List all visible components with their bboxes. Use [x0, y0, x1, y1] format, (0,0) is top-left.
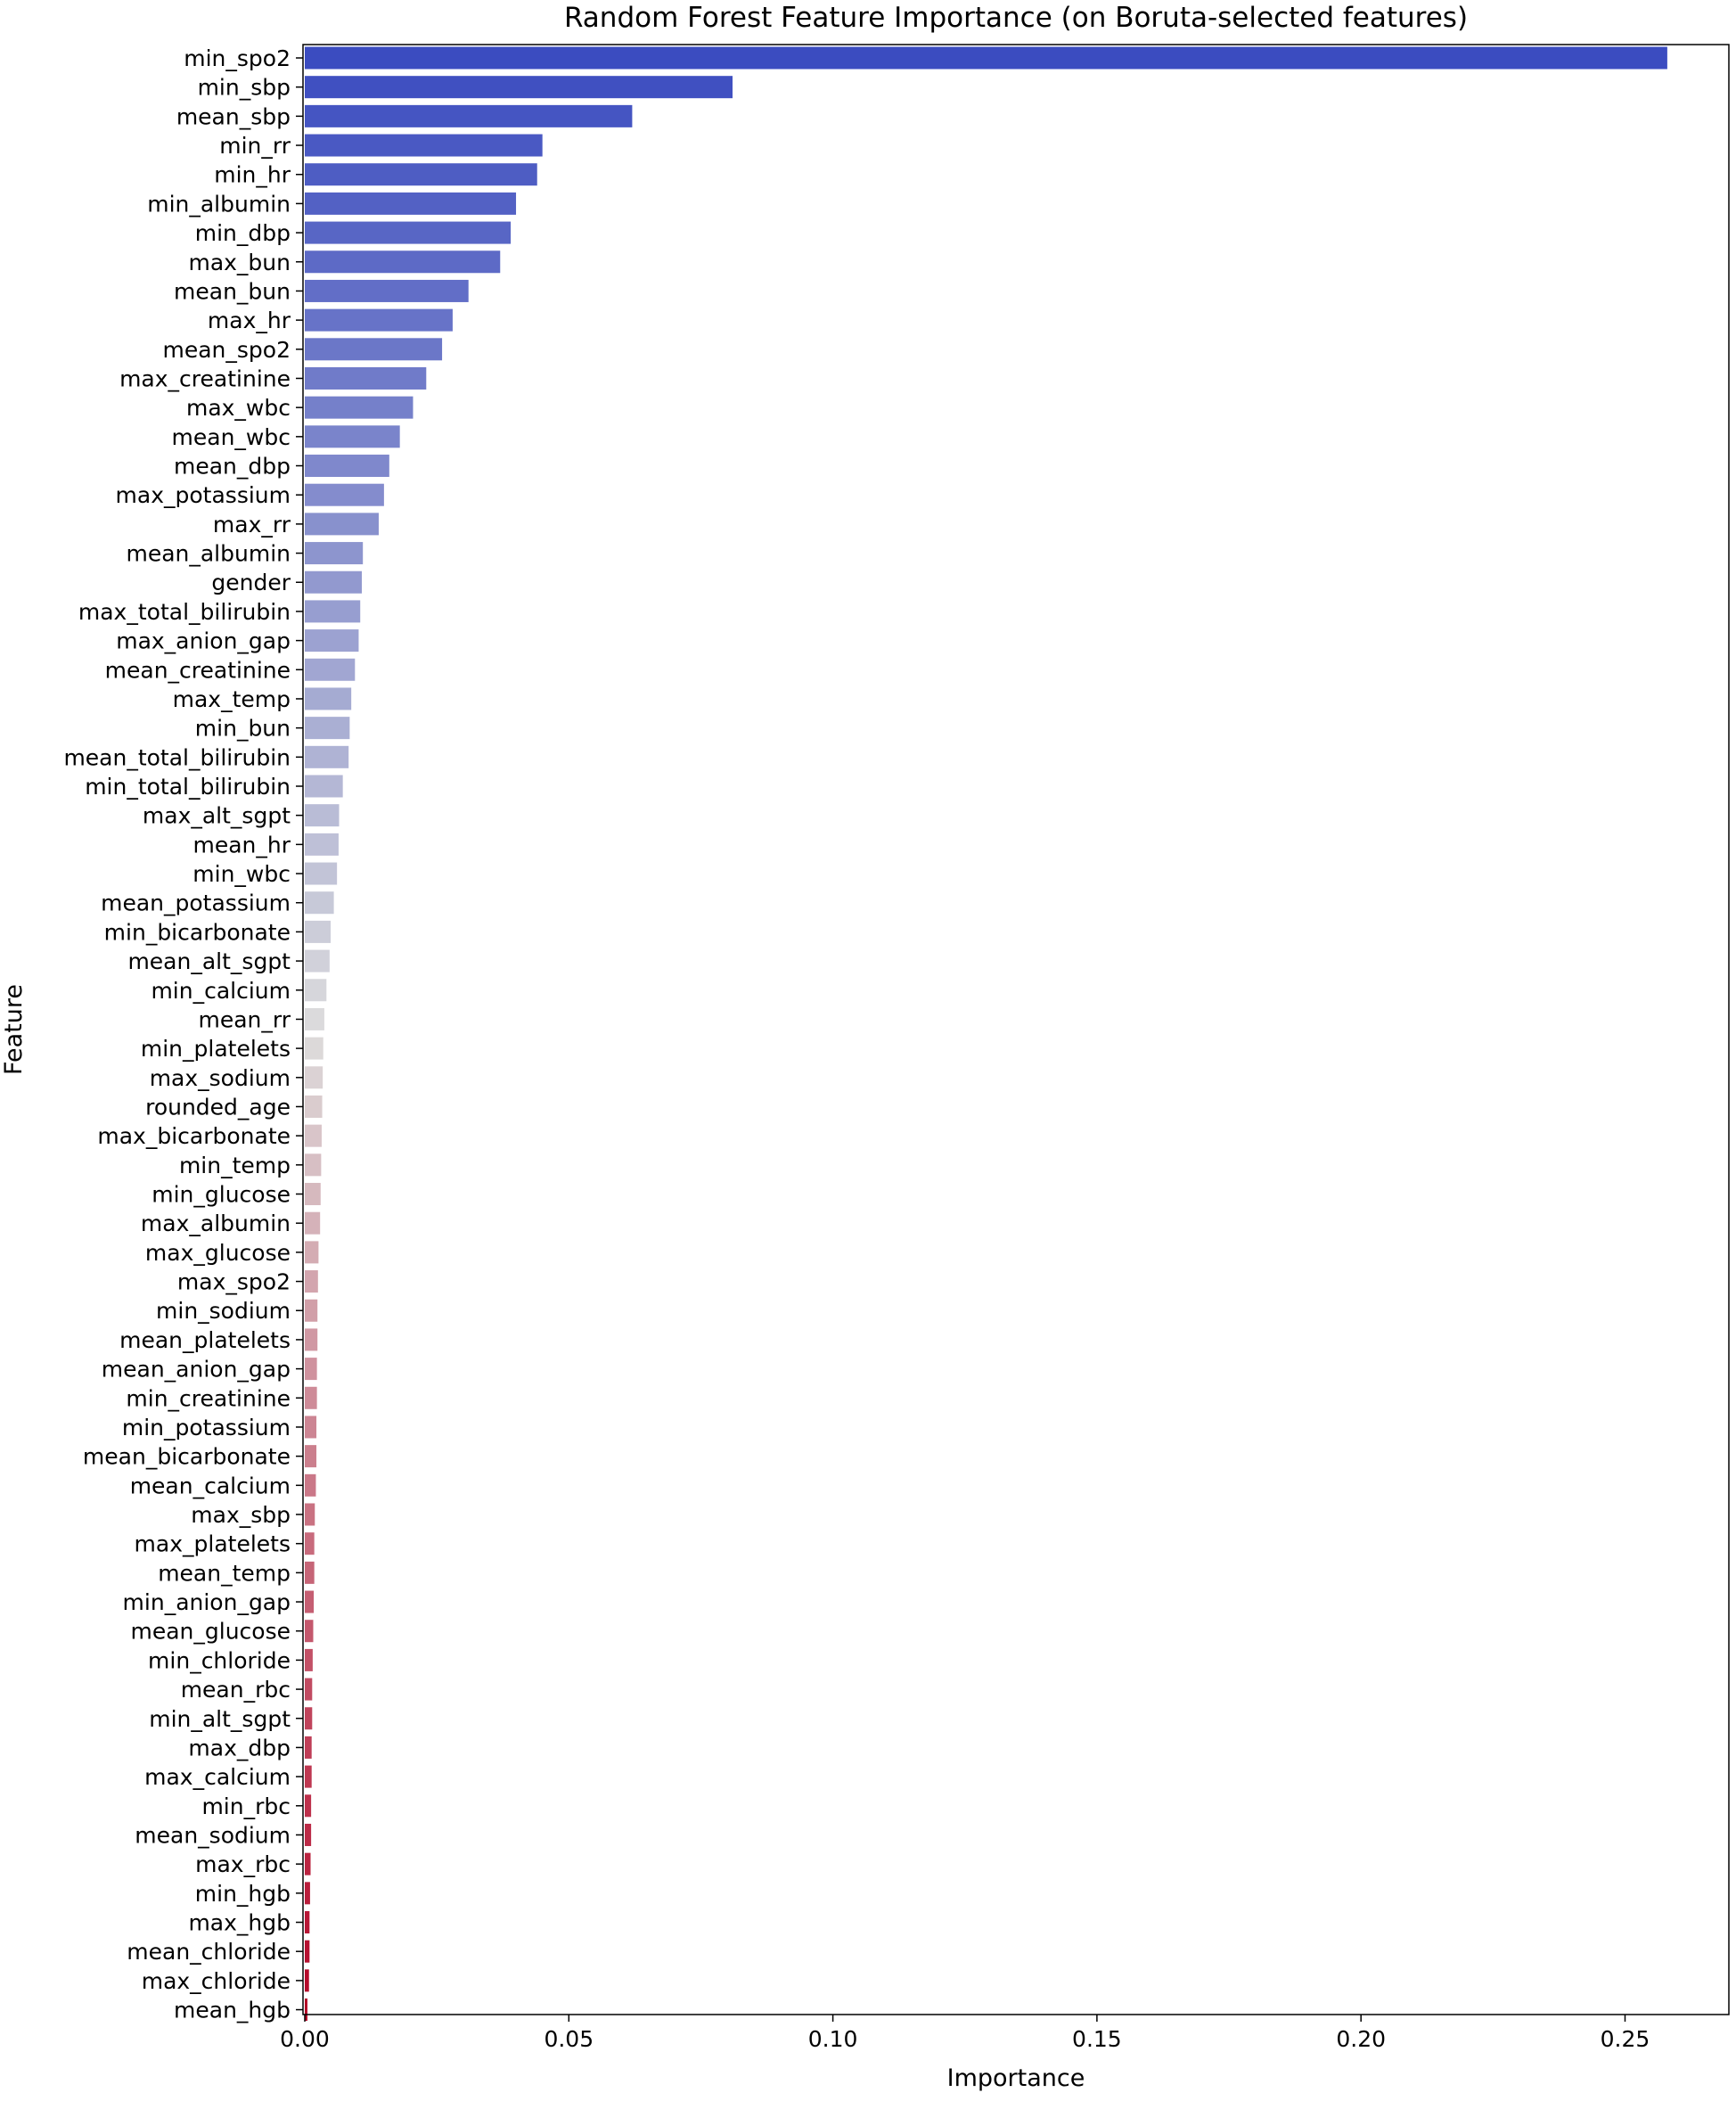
- category-label-min-rr: min_rr: [219, 133, 291, 160]
- category-label-mean-spo2: mean_spo2: [162, 336, 291, 363]
- category-label-min-dbp: min_dbp: [194, 220, 291, 247]
- bar-max-platelets: [305, 1532, 315, 1555]
- bar-gender: [305, 571, 362, 594]
- category-label-min-bun: min_bun: [194, 715, 291, 742]
- bar-max-anion-gap: [305, 629, 358, 652]
- category-label-max-glucose: max_glucose: [144, 1239, 291, 1266]
- bar-mean-glucose: [305, 1620, 313, 1642]
- bar-min-hgb: [305, 1882, 310, 1904]
- category-label-max-platelets: max_platelets: [134, 1531, 291, 1557]
- category-label-mean-bun: mean_bun: [174, 278, 291, 305]
- bar-rounded-age: [305, 1096, 323, 1118]
- bar-min-sodium: [305, 1300, 317, 1322]
- bar-max-glucose: [305, 1241, 318, 1263]
- category-label-max-creatinine: max_creatinine: [119, 365, 291, 392]
- x-tick-label: 0.00: [280, 2026, 330, 2052]
- bar-max-albumin: [305, 1212, 320, 1235]
- category-label-min-spo2: min_spo2: [184, 45, 291, 71]
- category-label-max-hr: max_hr: [207, 308, 291, 334]
- bar-mean-wbc: [305, 425, 400, 447]
- x-axis-ticks: [280, 2015, 1650, 2052]
- category-label-min-glucose: min_glucose: [151, 1181, 291, 1208]
- bar-max-hgb: [305, 1911, 309, 1933]
- bar-max-sodium: [305, 1066, 323, 1088]
- bar-mean-platelets: [305, 1328, 317, 1350]
- bar-mean-bicarbonate: [305, 1445, 316, 1467]
- plot-frame: [303, 45, 1729, 2015]
- category-label-min-hgb: min_hgb: [194, 1880, 291, 1907]
- category-label-max-sbp: max_sbp: [191, 1502, 291, 1528]
- category-label-max-chloride: max_chloride: [141, 1967, 291, 1994]
- category-label-min-alt-sgpt: min_alt_sgpt: [149, 1705, 291, 1732]
- category-label-mean-sbp: mean_sbp: [176, 103, 291, 130]
- bar-max-bicarbonate: [305, 1125, 322, 1147]
- category-label-max-anion-gap: max_anion_gap: [116, 628, 291, 654]
- category-labels: [63, 45, 303, 2023]
- category-label-mean-potassium: mean_potassium: [101, 890, 291, 916]
- category-label-mean-hr: mean_hr: [192, 832, 291, 858]
- category-label-min-chloride: min_chloride: [148, 1647, 291, 1674]
- bar-max-temp: [305, 687, 351, 710]
- bar-min-alt-sgpt: [305, 1707, 312, 1729]
- category-label-min-sodium: min_sodium: [156, 1298, 291, 1325]
- bar-mean-bun: [305, 280, 469, 302]
- chart-title: Random Forest Feature Importance (on Boruta-selected features): [563, 2, 1469, 34]
- category-label-mean-dbp: mean_dbp: [173, 453, 291, 480]
- category-label-mean-temp: mean_temp: [158, 1560, 291, 1587]
- category-label-max-bun: max_bun: [188, 249, 291, 275]
- bar-max-bun: [305, 250, 500, 273]
- bar-mean-spo2: [305, 338, 442, 360]
- x-axis-label: Importance: [946, 2064, 1085, 2092]
- bar-min-temp: [305, 1153, 321, 1176]
- category-label-max-calcium: max_calcium: [144, 1764, 291, 1791]
- category-label-mean-glucose: mean_glucose: [130, 1618, 291, 1645]
- bar-max-potassium: [305, 484, 384, 506]
- bar-mean-creatinine: [305, 659, 355, 681]
- bar-min-rr: [305, 135, 543, 157]
- bar-mean-anion-gap: [305, 1358, 317, 1380]
- bar-mean-calcium: [305, 1474, 315, 1497]
- category-label-mean-chloride: mean_chloride: [127, 1939, 291, 1966]
- category-label-mean-rr: mean_rr: [198, 1006, 291, 1033]
- bar-mean-total-bilirubin: [305, 746, 348, 768]
- category-label-rounded-age: rounded_age: [145, 1094, 291, 1120]
- bar-mean-rbc: [305, 1678, 312, 1701]
- bar-min-anion-gap: [305, 1591, 314, 1613]
- bar-max-rbc: [305, 1853, 311, 1875]
- bar-min-rbc: [305, 1794, 311, 1817]
- bar-mean-sodium: [305, 1824, 311, 1846]
- category-label-min-hr: min_hr: [214, 161, 291, 188]
- category-label-min-albumin: min_albumin: [147, 191, 291, 217]
- bar-min-spo2: [305, 47, 1667, 70]
- category-label-min-anion-gap: min_anion_gap: [122, 1589, 291, 1616]
- category-label-mean-anion-gap: mean_anion_gap: [101, 1356, 291, 1383]
- category-label-mean-calcium: mean_calcium: [129, 1473, 291, 1499]
- category-label-mean-creatinine: mean_creatinine: [104, 657, 291, 684]
- x-tick-label: 0.25: [1600, 2026, 1650, 2052]
- bar-min-sbp: [305, 76, 733, 98]
- bar-mean-hr: [305, 833, 339, 856]
- bar-min-total-bilirubin: [305, 776, 343, 798]
- category-label-mean-albumin: mean_albumin: [126, 540, 291, 567]
- bar-min-creatinine: [305, 1387, 317, 1409]
- category-label-max-temp: max_temp: [172, 685, 291, 712]
- category-label-min-wbc: min_wbc: [192, 861, 291, 888]
- bar-min-wbc: [305, 863, 337, 885]
- bar-max-rr: [305, 513, 379, 535]
- category-label-max-total-bilirubin: max_total_bilirubin: [78, 598, 291, 625]
- category-label-max-bicarbonate: max_bicarbonate: [97, 1123, 291, 1150]
- bar-mean-sbp: [305, 105, 632, 127]
- bar-min-glucose: [305, 1183, 321, 1205]
- category-label-min-bicarbonate: min_bicarbonate: [103, 919, 291, 946]
- bar-max-hr: [305, 309, 453, 332]
- category-label-max-albumin: max_albumin: [140, 1211, 291, 1237]
- bar-max-calcium: [305, 1766, 312, 1788]
- bar-min-platelets: [305, 1038, 323, 1060]
- category-label-gender: gender: [211, 570, 291, 596]
- bar-min-calcium: [305, 979, 326, 1001]
- bar-min-dbp: [305, 222, 511, 244]
- bar-max-creatinine: [305, 367, 426, 390]
- category-label-max-rr: max_rr: [212, 511, 291, 538]
- bar-max-chloride: [305, 1969, 309, 1991]
- bar-max-sbp: [305, 1504, 315, 1526]
- bar-mean-alt-sgpt: [305, 950, 330, 973]
- category-label-max-hgb: max_hgb: [188, 1909, 291, 1936]
- bar-max-alt-sgpt: [305, 804, 340, 826]
- category-label-min-rbc: min_rbc: [201, 1793, 291, 1819]
- category-label-mean-sodium: mean_sodium: [135, 1822, 291, 1849]
- x-tick-label: 0.20: [1336, 2026, 1387, 2052]
- x-tick-label: 0.15: [1072, 2026, 1122, 2052]
- bar-min-potassium: [305, 1416, 316, 1438]
- category-label-mean-rbc: mean_rbc: [180, 1677, 291, 1703]
- category-label-min-platelets: min_platelets: [140, 1036, 291, 1063]
- category-label-min-sbp: min_sbp: [197, 74, 291, 101]
- category-label-max-sodium: max_sodium: [149, 1064, 291, 1091]
- bar-min-bun: [305, 717, 349, 739]
- bar-min-albumin: [305, 193, 516, 215]
- category-label-max-alt-sgpt: max_alt_sgpt: [142, 802, 291, 829]
- category-label-min-total-bilirubin: min_total_bilirubin: [85, 774, 291, 800]
- category-label-max-potassium: max_potassium: [115, 482, 291, 509]
- bar-mean-temp: [305, 1562, 315, 1584]
- bar-min-hr: [305, 163, 537, 185]
- bar-max-spo2: [305, 1270, 318, 1293]
- category-label-min-temp: min_temp: [178, 1152, 291, 1178]
- bar-max-wbc: [305, 397, 413, 419]
- y-axis-label: Feature: [0, 983, 28, 1076]
- bar-mean-potassium: [305, 891, 334, 914]
- bar-mean-dbp: [305, 455, 389, 477]
- category-label-mean-hgb: mean_hgb: [174, 1997, 291, 2023]
- category-label-max-rbc: max_rbc: [195, 1851, 291, 1878]
- bar-mean-albumin: [305, 542, 363, 564]
- x-tick-label: 0.10: [807, 2026, 858, 2052]
- bar-mean-rr: [305, 1008, 324, 1030]
- category-label-min-calcium: min_calcium: [151, 977, 291, 1004]
- category-label-max-dbp: max_dbp: [188, 1735, 291, 1761]
- category-label-max-wbc: max_wbc: [185, 395, 291, 422]
- category-label-max-spo2: max_spo2: [176, 1268, 291, 1295]
- bars-layer: [305, 47, 1667, 2022]
- category-label-mean-wbc: mean_wbc: [171, 423, 291, 450]
- bar-min-bicarbonate: [305, 921, 331, 943]
- category-label-min-creatinine: min_creatinine: [126, 1385, 291, 1412]
- bar-mean-chloride: [305, 1941, 309, 1963]
- category-label-min-potassium: min_potassium: [121, 1414, 291, 1440]
- bar-max-total-bilirubin: [305, 600, 360, 622]
- bar-min-chloride: [305, 1649, 313, 1671]
- bar-max-dbp: [305, 1736, 312, 1759]
- category-label-mean-alt-sgpt: mean_alt_sgpt: [127, 948, 291, 975]
- category-label-mean-platelets: mean_platelets: [119, 1326, 291, 1353]
- x-tick-label: 0.05: [544, 2026, 594, 2052]
- category-label-mean-bicarbonate: mean_bicarbonate: [82, 1443, 291, 1470]
- category-label-mean-total-bilirubin: mean_total_bilirubin: [63, 744, 291, 771]
